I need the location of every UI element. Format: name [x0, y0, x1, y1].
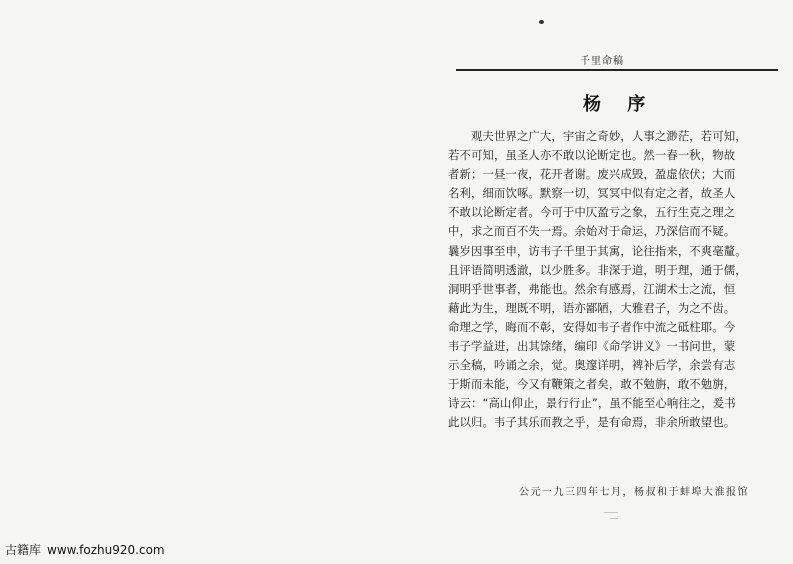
text-line: 若不可知，虽圣人亦不敢以论断定也。然一春一秋，物故 [448, 148, 736, 163]
text-line: 韦子学益进，出其馀绪，编印《命学讲义》一书问世，蒙 [448, 339, 736, 354]
text-line: 名利，细而饮啄。默察一切，冥冥中似有定之者，故圣人 [448, 186, 736, 201]
watermark-brand: 古籍库 [5, 543, 42, 557]
text-line: 洞明乎世事者，弗能也。然余有感焉，江湖术士之流，恒 [448, 281, 736, 296]
text-line: 不敢以论断定者。今可于中仄盈亏之象，五行生克之理之 [448, 205, 736, 220]
text-line: 者新；一昼一夜，花开者谢。废兴成毁，盈虚依伏；大而 [448, 167, 736, 182]
header-rule [456, 69, 778, 71]
text-line: 命理之学，晦而不彰，安得如韦子者作中流之砥柱耶。今 [448, 319, 736, 334]
text-line: 中，求之而百不失一焉。余始对于命运，乃深信而不疑。 [448, 224, 736, 239]
text-line: 此以归。韦子其乐而教之乎，是有命焉，非余所敢望也。 [448, 415, 736, 430]
text-line: 观夫世界之广大，宇宙之奇妙，人事之渺茫，若可知， [448, 129, 747, 143]
text-line: 曩岁因事至申，访韦子千里于其寓，论往指来，不爽毫釐。 [448, 243, 747, 258]
preface-title: 杨 序 [583, 94, 656, 115]
ink-speck [539, 20, 544, 24]
preface-signature: 公元一九三四年七月，杨叔和于蚌埠大淮报馆 [519, 487, 749, 498]
text-line: 于斯而未能，今又有鞭策之者矣，敢不勉旃，敢不勉旃， [448, 377, 736, 392]
text-line: 诗云：“高山仰止，景行行止”，虽不能至心响往之，爰书 [448, 396, 736, 411]
site-watermark [5, 541, 165, 558]
running-header: 千里命稿 [580, 56, 624, 67]
scan-artifact [604, 512, 618, 513]
text-line: 示全稿，吟诵之余，觉。奥邃详明，裨补后学，余尝有志 [448, 358, 736, 373]
text-line: 藉此为生，理既不明，语亦鄙陋，大雅君子，为之不齿。 [448, 300, 736, 315]
watermark-site: www.fozhu920.com [47, 543, 165, 557]
text-line: 且评语简明透澈，以少胜多。非深于道，明于理，通于儒， [448, 262, 747, 277]
scan-artifact [610, 518, 618, 519]
preface-body [448, 127, 775, 433]
